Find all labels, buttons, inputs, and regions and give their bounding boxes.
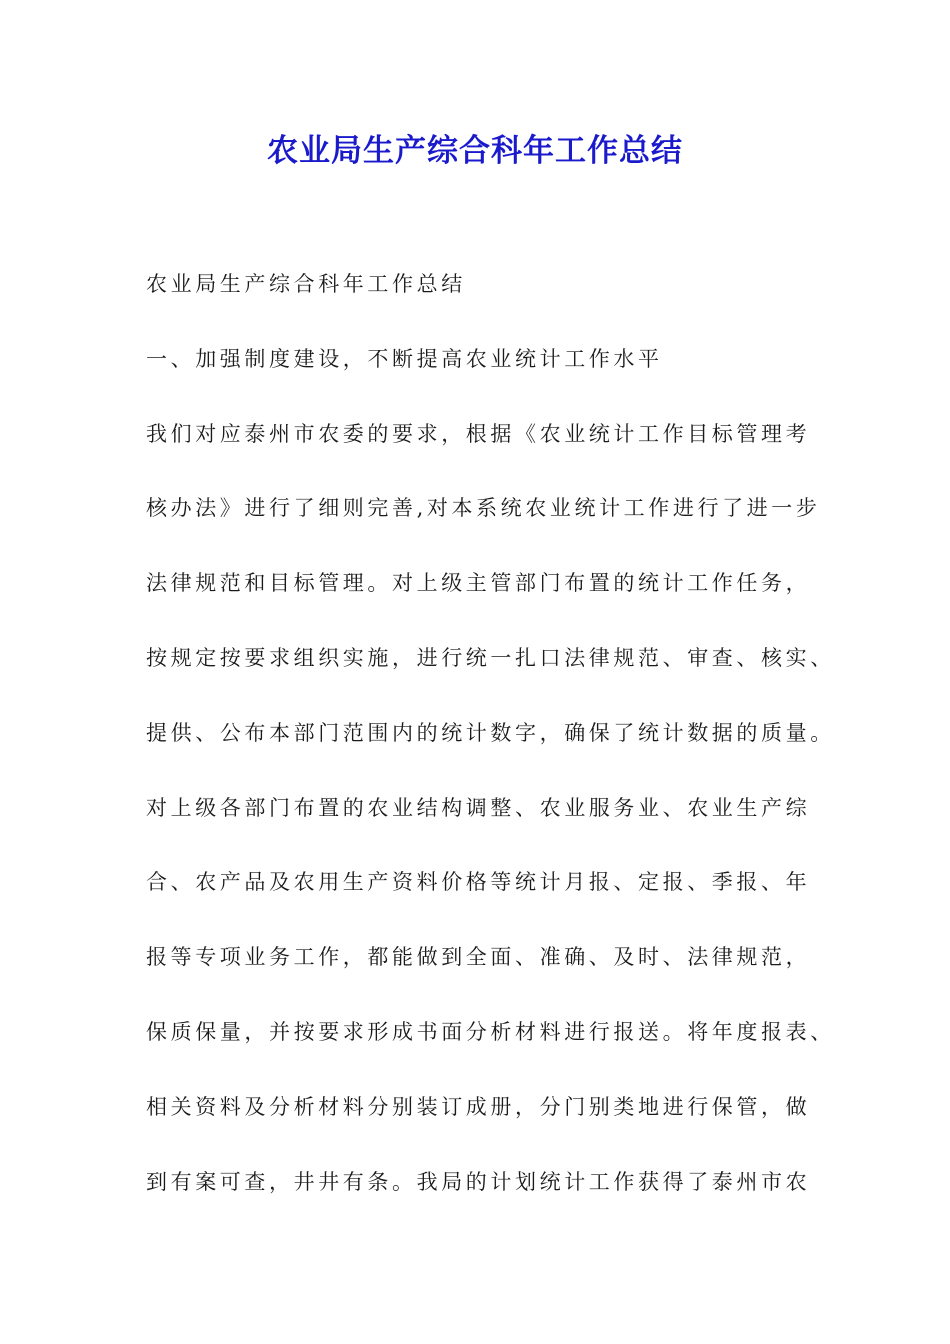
body-line: 提供、公布本部门范围内的统计数字，确保了统计数据的质量。 [146,720,835,745]
body-line: 法律规范和目标管理。对上级主管部门布置的统计工作任务， [146,571,811,596]
body-line: 保质保量，并按要求形成书面分析材料进行报送。将年度报表、 [146,1019,835,1044]
body-line: 到有案可查，井井有条。我局的计划统计工作获得了泰州市农 [146,1169,811,1194]
body-line: 我们对应泰州市农委的要求，根据《农业统计工作目标管理考 [146,421,811,446]
body-line-subtitle: 农业局生产综合科年工作总结 [146,272,466,296]
body-line: 核办法》进行了细则完善,对本系统农业统计工作进行了进一步 [146,496,821,521]
body-line: 对上级各部门布置的农业结构调整、农业服务业、农业生产综 [146,795,811,820]
document-title: 农业局生产综合科年工作总结 [267,133,683,169]
body-line: 报等专项业务工作，都能做到全面、准确、及时、法律规范， [146,945,811,970]
body-line: 相关资料及分析材料分别装订成册，分门别类地进行保管，做 [146,1094,811,1119]
body-line: 按规定按要求组织实施，进行统一扎口法律规范、审查、核实、 [146,645,835,670]
body-line: 合、农产品及农用生产资料价格等统计月报、定报、季报、年 [146,870,811,895]
document-body [146,262,836,1234]
body-line-section-heading: 一、加强制度建设，不断提高农业统计工作水平 [146,346,663,371]
